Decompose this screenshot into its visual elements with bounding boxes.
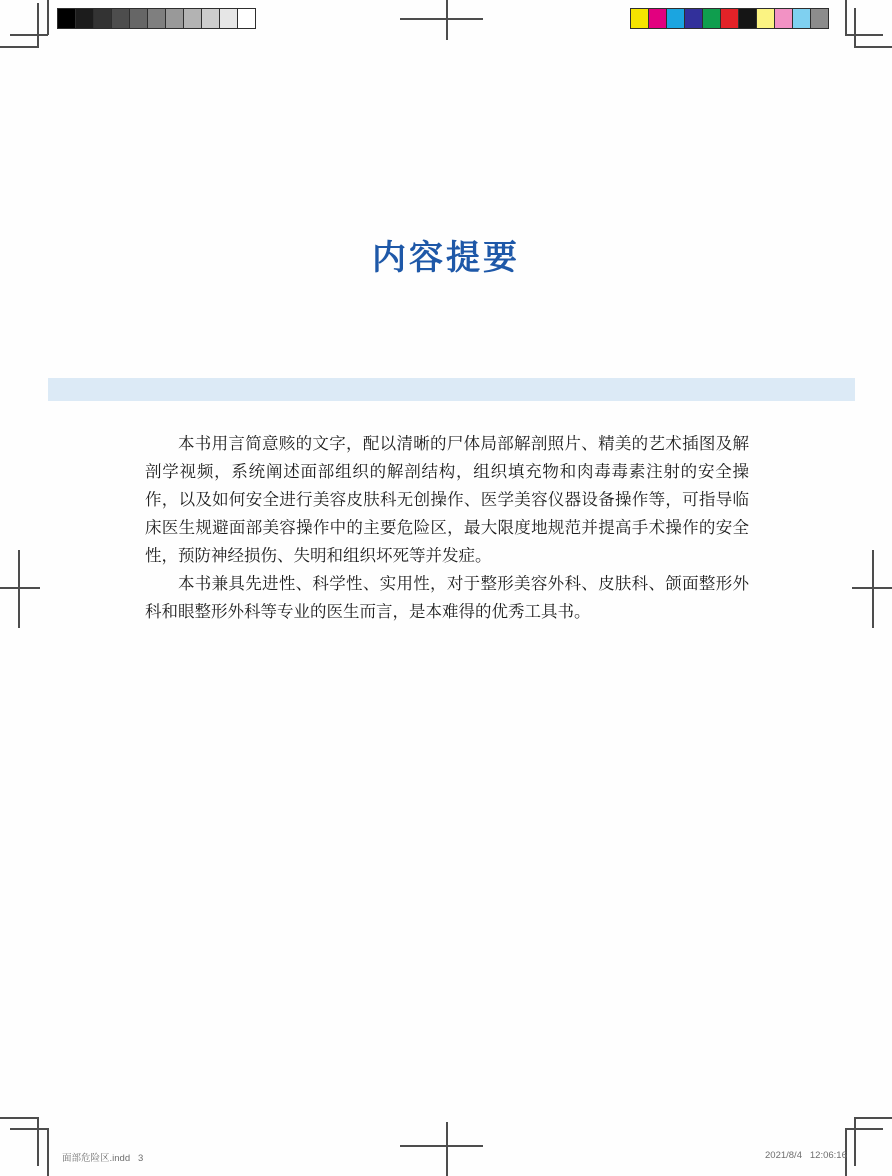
color-swatch bbox=[720, 8, 739, 29]
footer-filename: 面部危险区.indd 3 bbox=[62, 1153, 144, 1164]
crop-mark bbox=[845, 0, 847, 35]
decorative-band bbox=[48, 378, 855, 401]
color-swatch bbox=[111, 8, 130, 29]
registration-mark bbox=[852, 587, 892, 589]
crop-mark bbox=[854, 8, 856, 48]
crop-mark bbox=[0, 1117, 38, 1119]
color-swatch bbox=[129, 8, 148, 29]
crop-mark bbox=[37, 1117, 39, 1166]
page-title: 内容提要 bbox=[372, 240, 520, 277]
color-swatch bbox=[237, 8, 256, 29]
grayscale-calibration-bar bbox=[57, 8, 256, 29]
registration-mark bbox=[0, 587, 40, 589]
color-swatch bbox=[648, 8, 667, 29]
color-swatch bbox=[684, 8, 703, 29]
crop-mark bbox=[10, 1128, 48, 1130]
registration-mark bbox=[400, 18, 483, 20]
registration-mark bbox=[446, 1122, 448, 1176]
crop-mark bbox=[0, 46, 38, 48]
crop-mark bbox=[845, 34, 883, 36]
crop-mark bbox=[37, 3, 39, 48]
color-swatch bbox=[183, 8, 202, 29]
color-swatch bbox=[702, 8, 721, 29]
color-swatch bbox=[93, 8, 112, 29]
crop-mark bbox=[854, 1117, 892, 1119]
crop-mark bbox=[47, 0, 49, 35]
color-swatch bbox=[57, 8, 76, 29]
color-swatch bbox=[630, 8, 649, 29]
color-swatch bbox=[666, 8, 685, 29]
color-calibration-bar bbox=[630, 8, 829, 29]
registration-mark bbox=[872, 550, 874, 628]
color-swatch bbox=[756, 8, 775, 29]
color-swatch bbox=[75, 8, 94, 29]
color-swatch bbox=[165, 8, 184, 29]
color-swatch bbox=[738, 8, 757, 29]
crop-mark bbox=[854, 46, 892, 48]
crop-mark bbox=[47, 1128, 49, 1176]
registration-mark bbox=[18, 550, 20, 628]
color-swatch bbox=[147, 8, 166, 29]
crop-mark bbox=[854, 1117, 856, 1166]
color-swatch bbox=[201, 8, 220, 29]
summary-text bbox=[145, 430, 749, 626]
paragraph-2: 本书兼具先进性、科学性、实用性，对于整形美容外科、皮肤科、颌面整形外科和眼整形外科等专业的医生而言，是本难得的优秀工具书。 bbox=[145, 574, 749, 621]
color-swatch bbox=[792, 8, 811, 29]
paragraph-1: 本书用言简意赅的文字，配以清晰的尸体局部解剖照片、精美的艺术插图及解剖学视频，系统阐述面部组织的解剖结构，组织填充物和肉毒毒素注射的安全操作，以及如何安全进行美容皮肤科无创操作、医学美容仪器设备操作等，可指导临床医生规避面部美容操作中的主要危险区，最大限度地规范并提高手术操作的安全性，预防神经损伤、失明和组织坏死等并发症。 bbox=[145, 434, 749, 565]
color-swatch bbox=[810, 8, 829, 29]
footer-timestamp: 2021/8/4 12:06:16 bbox=[765, 1150, 847, 1161]
crop-mark bbox=[10, 34, 48, 36]
color-swatch bbox=[774, 8, 793, 29]
registration-mark bbox=[400, 1145, 483, 1147]
color-swatch bbox=[219, 8, 238, 29]
registration-mark bbox=[446, 0, 448, 40]
crop-mark bbox=[845, 1128, 883, 1130]
